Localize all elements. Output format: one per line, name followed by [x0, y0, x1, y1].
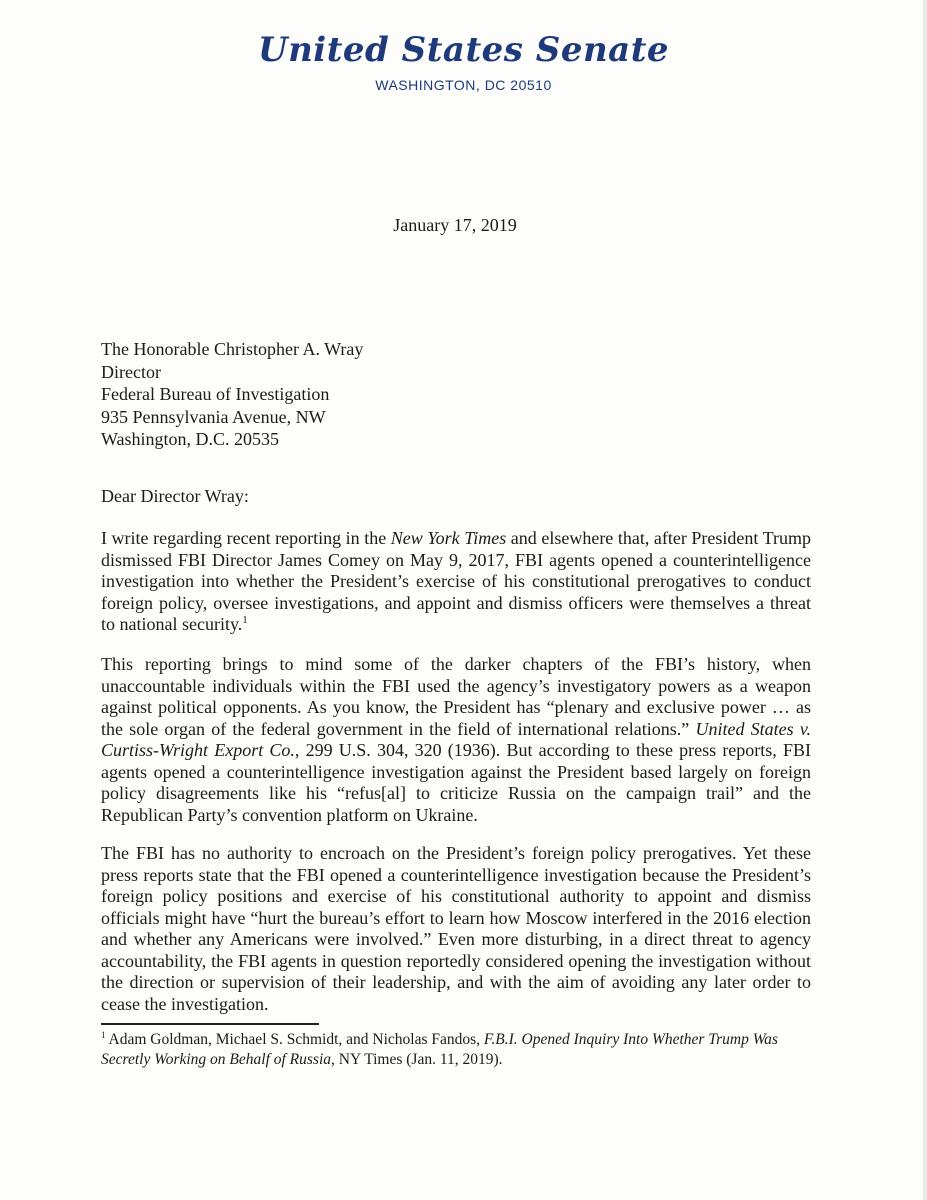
- paragraph-2: [101, 654, 811, 826]
- letterhead-city: WASHINGTON, DC 20510: [375, 77, 552, 93]
- paragraph-2-case-name: United States v. Curtiss-Wright Export Co.: [101, 718, 812, 760]
- recipient-street: 935 Pennsylvania Avenue, NW: [101, 406, 326, 427]
- paragraph-1-text-b: and elsewhere that, after President Trump dismissed FBI Director James Comey on May 9, 2017, FBI agents opened a counterintelligence investigation into whether the President’s exercise of his constitutional prerogatives to conduct foreign policy, oversee investigations, and appoint and dismiss officers were themselves a threat to national security.: [101, 528, 811, 634]
- paragraph-2-text-b: , 299 U.S. 304, 320 (1936). But according to these press reports, FBI agents opened a counterintelligence investigation against the President based largely on foreign policy disagreements like his “refus[al] to criticize Russia on the campaign trail” and the Republican Party’s convention platform on Ukraine.: [101, 740, 811, 825]
- recipient-agency: Federal Bureau of Investigation: [101, 384, 330, 404]
- footnote: [101, 1030, 811, 1070]
- footnote-reference: 1: [242, 614, 248, 626]
- letter-date: January 17, 2019: [393, 215, 517, 235]
- recipient-title: Director: [101, 361, 161, 382]
- recipient-city: Washington, D.C. 20535: [101, 429, 280, 449]
- recipient-name: The Honorable Christopher A. Wray: [101, 339, 364, 359]
- footnote-authors: Adam Goldman, Michael S. Schmidt, and Nicholas Fandos,: [105, 1031, 484, 1048]
- letterhead-title: United States Senate: [257, 30, 670, 70]
- paragraph-1-text-a: I write regarding recent reporting in the: [101, 528, 391, 548]
- recipient-address: [101, 338, 363, 451]
- paragraph-2-text-a: This reporting brings to mind some of the darker chapters of the FBI’s history, when unaccountable individuals within the FBI used the agency’s investigatory powers as a weapon against political opponents. As you know, the President has “plenary and exclusive power … as the sole organ of the federal government in the field of international relations.”: [101, 654, 811, 739]
- paragraph-1: [101, 528, 811, 636]
- footnote-source: , NY Times (Jan. 11, 2019).: [331, 1051, 503, 1068]
- footnote-divider: [101, 1023, 319, 1025]
- paragraph-3: The FBI has no authority to encroach on the President’s foreign policy prerogatives. Yet these press reports state that the FBI opened a counterintelligence investigation because the President’s foreign policy positions and exercise of his constitutional authority to appoint and dismiss officials might have “hurt the bureau’s effort to learn how Moscow interfered in the 2016 election and whether any Americans were involved.” Even more disturbing, in a direct threat to agency accountability, the FBI agents in question reportedly considered opening the investigation without the direction or supervision of their leadership, and with the aim of avoiding any later order to cease the investigation.: [101, 843, 811, 1014]
- footnote-article-title: F.B.I. Opened Inquiry Into Whether Trump Was Secretly Working on Behalf of Russia: [101, 1031, 778, 1068]
- paragraph-1-publication: New York Times: [390, 528, 507, 548]
- page-edge: [923, 0, 927, 1200]
- salutation: Dear Director Wray:: [101, 486, 249, 506]
- footnote-mark: 1: [101, 1029, 106, 1040]
